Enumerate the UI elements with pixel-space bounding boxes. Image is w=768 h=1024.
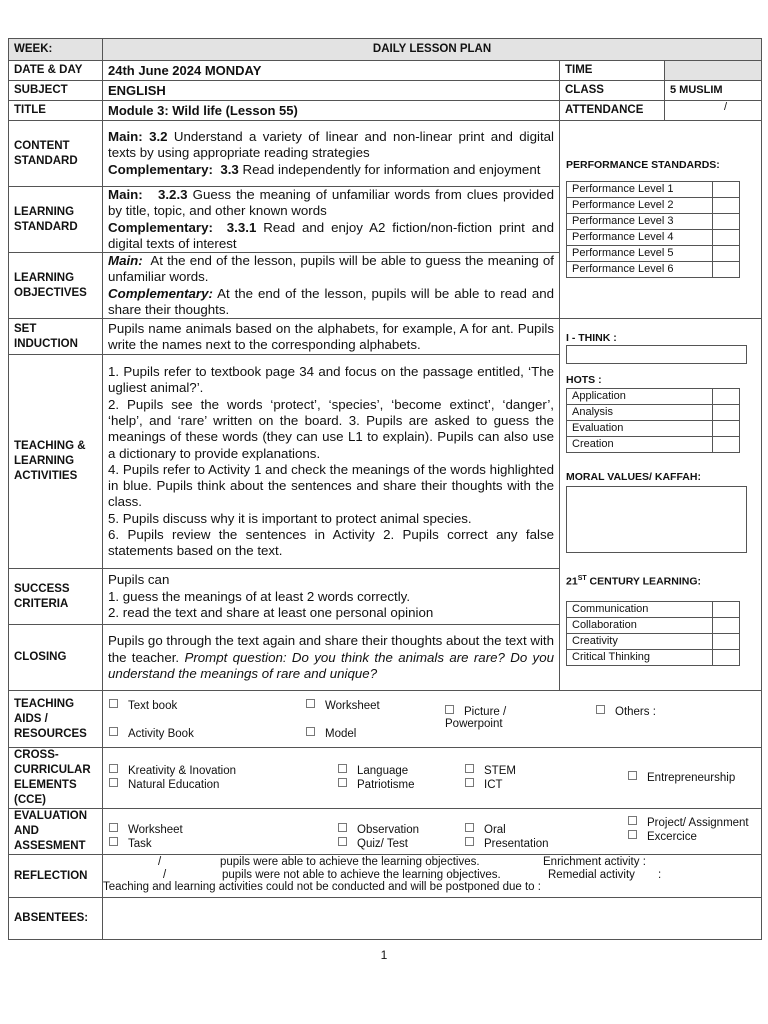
checkbox-icon bbox=[338, 837, 347, 846]
performance-levels bbox=[566, 181, 740, 278]
week-label: WEEK: bbox=[9, 39, 103, 61]
activity-step: 6. Pupils review the sentences in Activity 2. Pupils correct any false statements based on the text. bbox=[108, 527, 554, 559]
cce-item-label: Natural Education bbox=[128, 779, 220, 792]
aid-label: Text book bbox=[128, 700, 178, 713]
cce-label: CROSS-CURRICULAR ELEMENTS (CCE) bbox=[9, 748, 103, 809]
evaluation-options bbox=[103, 809, 762, 855]
evaluation-item-label: Presentation bbox=[484, 837, 549, 850]
page-number: 1 bbox=[380, 948, 388, 962]
learning-objectives-text bbox=[103, 253, 560, 319]
cce-option[interactable] bbox=[109, 778, 219, 791]
checkbox-icon bbox=[628, 830, 637, 839]
closing-body: Pupils go through the text again and share their thoughts about the text with the teacher. bbox=[108, 633, 554, 665]
activity-step: 4. Pupils refer to Activity 1 and check the meanings of the words highlighted in blue. Pupils think about the sentences and share their thoughts with the class. bbox=[108, 461, 554, 510]
content-standard-label: CONTENT STANDARD bbox=[9, 121, 103, 187]
c21-item: Communication bbox=[567, 602, 713, 618]
activities-label: TEACHING & LEARNING ACTIVITIES bbox=[9, 355, 103, 569]
performance-checkbox[interactable] bbox=[713, 182, 740, 198]
hots-item: Analysis bbox=[567, 405, 713, 421]
hots-title: HOTS : bbox=[566, 374, 602, 387]
cce-option[interactable] bbox=[628, 771, 735, 784]
performance-title: PERFORMANCE STANDARDS: bbox=[566, 159, 720, 171]
ls-main-text: Guess the meaning of unfamiliar words from clues provided by title, topic, and other known words bbox=[108, 187, 554, 219]
checkbox-icon bbox=[445, 705, 454, 714]
checkbox-icon bbox=[306, 727, 315, 736]
evaluation-item-label: Task bbox=[128, 837, 152, 850]
evaluation-option[interactable] bbox=[109, 837, 152, 850]
closing-text bbox=[103, 625, 560, 691]
cce-option[interactable] bbox=[465, 778, 503, 791]
learning-standard-text bbox=[103, 187, 560, 253]
evaluation-item-label: Project/ Assignment bbox=[647, 816, 749, 829]
date-label: DATE & DAY bbox=[9, 61, 103, 81]
cce-item-label: Entrepreneurship bbox=[647, 772, 736, 785]
success-criteria-label: SUCCESS CRITERIA bbox=[9, 569, 103, 625]
hots-item: Creation bbox=[567, 437, 713, 453]
c21-item: Collaboration bbox=[567, 618, 713, 634]
activity-step: 2. Pupils see the words ‘protect’, ‘species’, ‘become extinct’, ‘danger’, ‘help’, and ‘rare’ written on the board. 3. Pupils are asked to guess the meanings of these words (they can use L1 to explain). Pupils can also use a dictionary to provide explanations. bbox=[108, 396, 554, 461]
cce-item-label: Language bbox=[357, 765, 409, 778]
reflection-text bbox=[103, 855, 762, 898]
c21-item: Critical Thinking bbox=[567, 650, 713, 666]
checkbox-icon bbox=[338, 823, 347, 832]
c21-sup: ST bbox=[577, 575, 587, 583]
c21-title bbox=[566, 575, 701, 588]
time-value bbox=[665, 61, 762, 81]
cce-options bbox=[103, 748, 762, 809]
cce-item-label: ICT bbox=[484, 779, 503, 792]
reflection-enrichment: Enrichment activity : bbox=[543, 856, 646, 869]
aid-label: Model bbox=[325, 728, 357, 741]
hots-checkbox[interactable] bbox=[713, 389, 740, 405]
performance-checkbox[interactable] bbox=[713, 246, 740, 262]
subject-label: SUBJECT bbox=[9, 81, 103, 101]
learning-objectives-label: LEARNING OBJECTIVES bbox=[9, 253, 103, 319]
evaluation-option[interactable] bbox=[465, 837, 549, 850]
ithink-title: I - THINK : bbox=[566, 332, 617, 345]
cs-main-code: 3.2 bbox=[149, 129, 168, 145]
ls-main-code: 3.2.3 bbox=[157, 187, 188, 202]
performance-checkbox[interactable] bbox=[713, 214, 740, 230]
evaluation-option[interactable] bbox=[465, 823, 506, 836]
aid-textbook-option[interactable] bbox=[109, 699, 177, 712]
evaluation-option[interactable] bbox=[338, 823, 419, 836]
reflection-line3: Teaching and learning activities could not be conducted and will be postponed due to : bbox=[103, 881, 541, 894]
date-value: 24th June 2024 MONDAY bbox=[103, 61, 560, 81]
set-induction-label: SET INDUCTION bbox=[9, 319, 103, 355]
cce-item-label: STEM bbox=[484, 765, 516, 778]
aid-label: Picture / Powerpoint bbox=[445, 706, 507, 731]
hots-checkbox[interactable] bbox=[713, 437, 740, 453]
checkbox-icon bbox=[306, 699, 315, 708]
success-intro: Pupils can bbox=[108, 572, 170, 588]
lo-main-text: At the end of the lesson, pupils will be able to guess the meaning of unfamiliar words. bbox=[108, 253, 555, 285]
c21-checkbox[interactable] bbox=[713, 634, 740, 650]
content-standard-text bbox=[103, 121, 560, 187]
checkbox-icon bbox=[109, 764, 118, 773]
page-title: DAILY LESSON PLAN bbox=[103, 39, 762, 61]
aid-picture-option[interactable] bbox=[445, 705, 545, 730]
skills-panel bbox=[560, 319, 762, 691]
performance-panel bbox=[560, 121, 762, 319]
hots-list bbox=[566, 388, 740, 453]
absentees-label: ABSENTEES: bbox=[9, 898, 103, 940]
hots-item: Evaluation bbox=[567, 421, 713, 437]
aid-label: Activity Book bbox=[128, 728, 194, 741]
cs-comp-code: 3.3 bbox=[220, 161, 239, 177]
evaluation-item-label: Observation bbox=[357, 823, 420, 836]
cce-option[interactable] bbox=[338, 778, 415, 791]
evaluation-option[interactable] bbox=[338, 837, 408, 850]
cce-option[interactable] bbox=[338, 764, 408, 777]
c21-checkbox[interactable] bbox=[713, 650, 740, 666]
checkbox-icon bbox=[465, 764, 474, 773]
aids-options bbox=[103, 691, 762, 748]
reflection-label: REFLECTION bbox=[9, 855, 103, 898]
subject-value: ENGLISH bbox=[103, 81, 560, 101]
hots-checkbox[interactable] bbox=[713, 405, 740, 421]
checkbox-icon bbox=[628, 771, 637, 780]
performance-checkbox[interactable] bbox=[713, 262, 740, 278]
attendance-value: / bbox=[665, 101, 762, 121]
performance-level: Performance Level 1 bbox=[567, 182, 713, 198]
cce-option[interactable] bbox=[109, 764, 236, 777]
checkbox-icon bbox=[109, 778, 118, 787]
checkbox-icon bbox=[465, 823, 474, 832]
success-criteria-text bbox=[103, 569, 560, 625]
cs-comp-text: Read independently for information and enjoyment bbox=[242, 161, 541, 177]
aid-others-option[interactable] bbox=[596, 705, 656, 718]
cce-option[interactable] bbox=[465, 764, 516, 777]
activity-step: 1. Pupils refer to textbook page 34 and focus on the passage entitled, ‘The ugliest animal?’. bbox=[108, 364, 554, 396]
lo-comp-label: Complementary: bbox=[108, 285, 213, 301]
title-value: Module 3: Wild life (Lesson 55) bbox=[103, 101, 560, 121]
reflection-slash: / bbox=[158, 856, 162, 869]
c21-checkbox[interactable] bbox=[713, 602, 740, 618]
aid-worksheet-option[interactable] bbox=[306, 699, 380, 712]
checkbox-icon bbox=[465, 837, 474, 846]
class-label: CLASS bbox=[560, 81, 665, 101]
success-criterion: 1. guess the meanings of at least 2 words correctly. bbox=[108, 588, 411, 604]
activity-step: 5. Pupils discuss why it is important to protect animal species. bbox=[108, 510, 472, 526]
reflection-remedial: Remedial activity bbox=[548, 869, 635, 882]
reflection-colon: : bbox=[658, 869, 662, 882]
ls-comp-text: Read and enjoy A2 fiction/non-fiction print and digital texts of interest bbox=[108, 219, 554, 251]
performance-level: Performance Level 2 bbox=[567, 198, 713, 214]
aid-model-option[interactable] bbox=[306, 727, 356, 740]
c21-rest: CENTURY LEARNING: bbox=[586, 575, 701, 588]
performance-checkbox[interactable] bbox=[713, 198, 740, 214]
evaluation-option[interactable] bbox=[628, 830, 697, 843]
cs-comp-label: Complementary: bbox=[108, 161, 213, 177]
reflection-line2: pupils were not able to achieve the learning objectives. bbox=[222, 869, 501, 882]
attendance-label: ATTENDANCE bbox=[560, 101, 665, 121]
hots-item: Application bbox=[567, 389, 713, 405]
checkbox-icon bbox=[465, 778, 474, 787]
checkbox-icon bbox=[596, 705, 605, 714]
lesson-plan-table bbox=[8, 38, 762, 940]
closing-label: CLOSING bbox=[9, 625, 103, 691]
activities-text bbox=[103, 355, 560, 569]
evaluation-item-label: Oral bbox=[484, 823, 506, 836]
moral-values-title: MORAL VALUES/ KAFFAH: bbox=[566, 471, 701, 484]
evaluation-label: EVALUATION AND ASSESMENT bbox=[9, 809, 103, 855]
checkbox-icon bbox=[109, 837, 118, 846]
closing-prompt: Prompt question: Do you think the animals are rare? Do you understand the meanings of rare and unique? bbox=[108, 649, 554, 682]
checkbox-icon bbox=[628, 816, 637, 825]
checkbox-icon bbox=[338, 764, 347, 773]
evaluation-item-label: Quiz/ Test bbox=[357, 837, 408, 850]
performance-checkbox[interactable] bbox=[713, 230, 740, 246]
title-label: TITLE bbox=[9, 101, 103, 121]
aids-label: TEACHING AIDS / RESOURCES bbox=[9, 691, 103, 748]
aid-label: Others : bbox=[615, 706, 656, 719]
learning-standard-label: LEARNING STANDARD bbox=[9, 187, 103, 253]
evaluation-option[interactable] bbox=[628, 816, 749, 829]
ls-comp-code: 3.3.1 bbox=[226, 219, 257, 235]
ithink-box[interactable] bbox=[566, 345, 747, 364]
evaluation-item-label: Worksheet bbox=[128, 823, 183, 836]
checkbox-icon bbox=[109, 727, 118, 736]
cce-item-label: Kreativity & Inovation bbox=[128, 765, 237, 778]
checkbox-icon bbox=[338, 778, 347, 787]
checkbox-icon bbox=[109, 699, 118, 708]
set-induction-text: Pupils name animals based on the alphabets, for example, A for ant. Pupils write the names next to the corresponding alphabets. bbox=[103, 319, 560, 355]
performance-level: Performance Level 3 bbox=[567, 214, 713, 230]
evaluation-option[interactable] bbox=[109, 823, 183, 836]
c21-item: Creativity bbox=[567, 634, 713, 650]
c21-prefix: 21 bbox=[566, 575, 578, 588]
hots-checkbox[interactable] bbox=[713, 421, 740, 437]
c21-list bbox=[566, 601, 740, 666]
moral-values-box[interactable] bbox=[566, 486, 747, 553]
reflection-slash: / bbox=[163, 869, 167, 882]
reflection-line1: pupils were able to achieve the learning objectives. bbox=[220, 856, 480, 869]
performance-level: Performance Level 4 bbox=[567, 230, 713, 246]
evaluation-item-label: Excercice bbox=[647, 830, 697, 843]
success-criterion: 2. read the text and share at least one personal opinion bbox=[108, 605, 434, 621]
class-value: 5 MUSLIM bbox=[665, 81, 762, 101]
cs-main-label: Main: bbox=[108, 129, 143, 145]
checkbox-icon bbox=[109, 823, 118, 832]
cs-main-text: Understand a variety of linear and non-linear print and digital texts by using appropriate reading strategies bbox=[108, 129, 554, 161]
lo-comp-text: At the end of the lesson, pupils will be able to read and share their thoughts. bbox=[108, 285, 554, 318]
time-label: TIME bbox=[560, 61, 665, 81]
cce-item-label: Patriotisme bbox=[357, 779, 415, 792]
ls-main-label: Main: bbox=[108, 187, 143, 202]
performance-level: Performance Level 6 bbox=[567, 262, 713, 278]
lo-main-label: Main: bbox=[108, 253, 143, 269]
aid-activity-book-option[interactable] bbox=[109, 727, 194, 740]
ls-comp-label: Complementary: bbox=[108, 219, 213, 235]
performance-level: Performance Level 5 bbox=[567, 246, 713, 262]
absentees-field[interactable] bbox=[103, 898, 762, 940]
aid-label: Worksheet bbox=[325, 700, 380, 713]
c21-checkbox[interactable] bbox=[713, 618, 740, 634]
